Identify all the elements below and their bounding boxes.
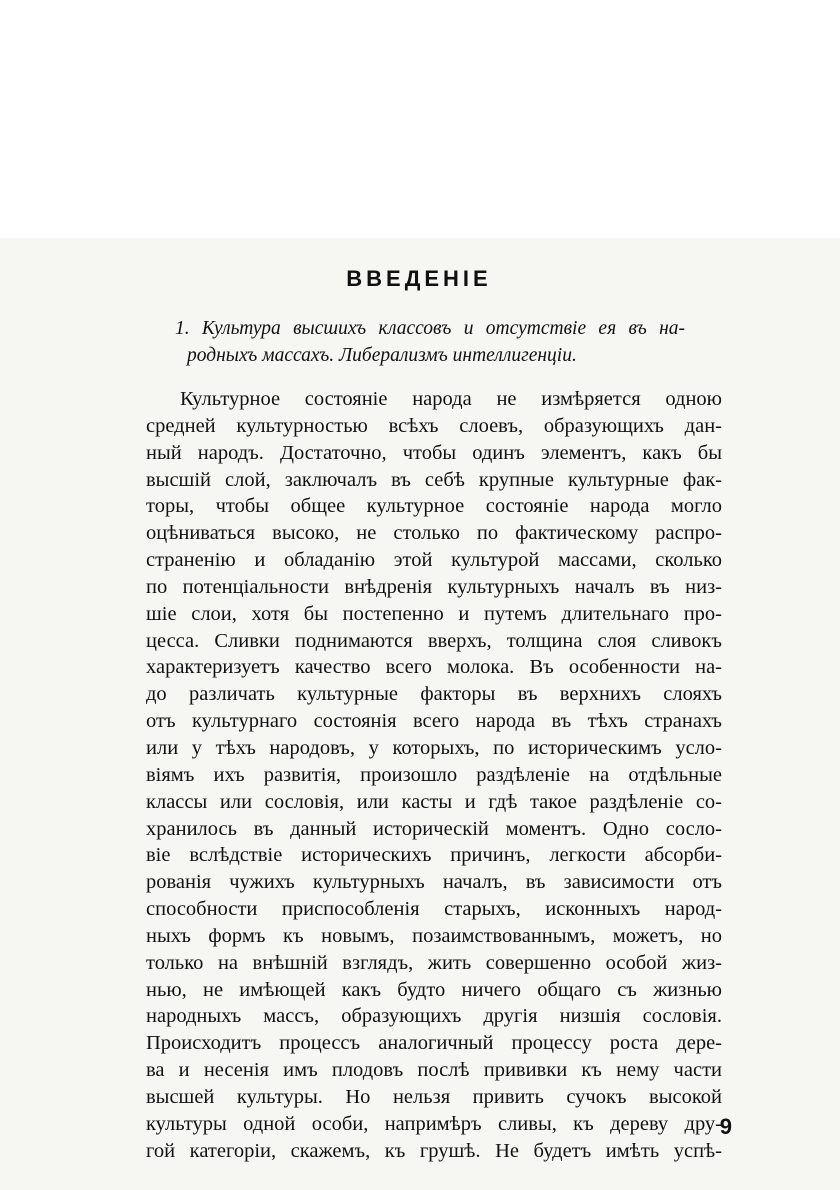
text-line: ва и несенія имъ плодовъ послѣ прививки къ нему части [146, 1059, 722, 1082]
chapter-title: ВВЕДЕНІЕ [346, 266, 492, 291]
text-line: торы, чтобы общее культурное состояніе народа могло [146, 495, 722, 518]
text-line: Культурное состояніе народа не измѣряется одною [180, 388, 722, 410]
text-line: народныхъ массъ, образующихъ другія низшія сословія. [146, 1005, 722, 1028]
text-line: способности приспособленія старыхъ, исконныхъ народ- [146, 898, 722, 921]
text-line: цесса. Сливки поднимаются вверхъ, толщина слоя сливокъ [146, 629, 722, 652]
text-line: по потенціальности внѣдренія культурныхъ началъ въ низ- [146, 575, 722, 598]
section-heading [175, 315, 685, 369]
top-margin [0, 0, 840, 238]
text-line: хранилось въ данный историческій моментъ. Одно сосло- [146, 817, 722, 840]
text-line: классы или сословія, или касты и гдѣ такое раздѣленіе со- [146, 790, 722, 813]
body-paragraph [146, 386, 722, 1164]
page-number: 9 [719, 1114, 732, 1139]
text-line: средней культурностью всѣхъ слоевъ, образующихъ дан- [146, 414, 722, 437]
text-line: только на внѣшній взглядъ, жить совершенно особой жиз- [146, 951, 722, 974]
text-line: характеризуетъ качество всего молока. Въ особенности на- [146, 656, 722, 679]
text-line: віямъ ихъ развитія, произошло раздѣленіе на отдѣльные [146, 763, 722, 786]
section-heading-line: родныхъ массахъ. Либерализмъ интеллигенціи. [187, 345, 577, 366]
text-line: шіе слои, хотя бы постепенно и путемъ длительнаго про- [146, 602, 722, 625]
text-line: высшей культуры. Но нельзя привить сучокъ высокой [146, 1085, 722, 1108]
text-line: Происходитъ процессъ аналогичный процессу роста дере- [146, 1032, 722, 1055]
text-line: ныхъ формъ къ новымъ, позаимствованнымъ, можетъ, но [146, 924, 722, 947]
text-line: віе вслѣдствіе историческихъ причинъ, легкости абсорби- [146, 844, 722, 867]
text-line: ный народъ. Достаточно, чтобы одинъ элементъ, какъ бы [146, 441, 722, 464]
text-line: страненію и обладанію этой культурой массами, сколько [146, 549, 722, 572]
text-line: оцѣниваться высоко, не столько по фактическому распро- [146, 522, 722, 545]
text-line: гой категоріи, скажемъ, къ грушѣ. Не будетъ имѣть успѣ- [146, 1139, 722, 1162]
text-line: рованія чужихъ культурныхъ началъ, въ зависимости отъ [146, 871, 722, 894]
text-line: или у тѣхъ народовъ, у которыхъ, по историческимъ усло- [146, 736, 722, 759]
text-line: высшій слой, заключалъ въ себѣ крупные культурные фак- [146, 468, 722, 491]
section-heading-line: 1. Культура высшихъ классовъ и отсутствіе ея въ на- [175, 318, 685, 339]
text-line: отъ культурнаго состоянія всего народа въ тѣхъ странахъ [146, 710, 722, 733]
text-line: нью, не имѣющей какъ будто ничего общаго съ жизнью [146, 978, 722, 1001]
text-line: до различать культурные факторы въ верхнихъ слояхъ [146, 683, 722, 706]
text-line: культуры одной особи, напримѣръ сливы, къ дереву дру- [146, 1112, 722, 1135]
